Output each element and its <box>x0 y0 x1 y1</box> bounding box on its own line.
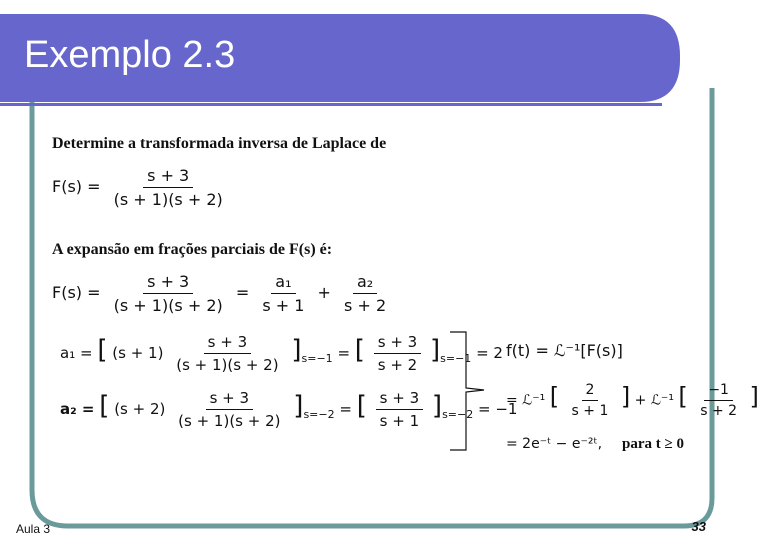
ft-line-1: f(t) = ℒ⁻¹[F(s)] <box>506 341 623 360</box>
ft-frac-2 <box>696 382 741 419</box>
a1-sub: s=−1 <box>301 352 333 365</box>
a2-frac2-den: s + 1 <box>379 412 420 430</box>
expansion-lhs: F(s) = <box>52 283 101 302</box>
a2-result: = −1 <box>478 400 518 418</box>
a1-equation: a₁ = [ (s + 1) $\frac{s + 3}{(s + 1)(s + 2)}$ ]$_{s=-1}$ = [ $\frac{s + 3}{s + 2}$ ]$_{s=-1} = 2$ <box>60 333 503 374</box>
a2-factor: (s + 2) <box>114 400 166 418</box>
F-denominator: (s + 1)(s + 2) <box>113 190 223 209</box>
page-number: 33 <box>691 519 706 534</box>
a2-fraction-2 <box>376 389 423 430</box>
a2-sub-2: s=−2 <box>442 408 474 421</box>
a2-frac-den: (s + 1)(s + 2) <box>178 412 281 430</box>
a1-frac-num: s + 3 <box>204 333 251 354</box>
ft-plus: + ℒ⁻¹ <box>634 392 674 409</box>
F-fraction <box>110 166 227 209</box>
footer-course: Aula 3 <box>16 522 51 536</box>
expansion-denominator: (s + 1)(s + 2) <box>113 296 223 315</box>
a1-frac2-num: s + 3 <box>374 333 421 354</box>
ft-condition: para t ≥ 0 <box>622 436 684 452</box>
expansion-text: A expansão em frações parciais de F(s) é: <box>52 241 333 258</box>
a1-factor: (s + 1) <box>112 344 164 362</box>
F-numerator: s + 3 <box>143 166 193 188</box>
ft-frac2-den: s + 2 <box>700 403 738 419</box>
right-brace <box>420 330 490 454</box>
problem-text: Determine a transformada inversa de Laplace de <box>52 135 387 152</box>
F-lhs: F(s) = <box>52 177 101 196</box>
a2-frac-num: s + 3 <box>206 389 253 410</box>
a1-lhs: a₁ = <box>60 344 93 362</box>
a2-frac2-num: s + 3 <box>376 389 423 410</box>
a1-result: = 2 <box>476 344 503 362</box>
a2-denominator: s + 2 <box>344 296 387 315</box>
expansion-equation: F(s) = $\frac{s + 3}{(s + 1)(s + 2)}$ = $\frac{\text{a₁}}{s + 1}$ + $\frac{\text{a₂}}{s + 2}$ <box>52 272 394 315</box>
a1-numerator: a₁ <box>271 272 295 294</box>
ft-frac1-num: 2 <box>582 382 599 401</box>
ft-eq: = ℒ⁻¹ <box>506 392 546 409</box>
a1-fraction <box>172 333 282 374</box>
a1-denominator: s + 1 <box>262 296 305 315</box>
term-a1 <box>258 272 308 315</box>
a1-frac-den: (s + 1)(s + 2) <box>176 356 279 374</box>
slide-title: Exemplo 2.3 <box>24 34 236 76</box>
ft-frac1-den: s + 1 <box>571 403 609 419</box>
term-a2 <box>340 272 390 315</box>
a2-numerator: a₂ <box>353 272 377 294</box>
a2-sub: s=−2 <box>303 408 335 421</box>
ft-line-3: = 2e⁻ᵗ − e⁻²ᵗ, <box>506 436 603 452</box>
a2-fraction <box>174 389 284 430</box>
a1-fraction-2 <box>374 333 421 374</box>
ft-line-2: = ℒ⁻¹ [ $\frac{2}{s + 1}$ ] + ℒ⁻¹ [ $\frac{-1}{s + 2}$ ] <box>506 382 759 419</box>
a1-sub-2: s=−1 <box>440 352 472 365</box>
a2-lhs: a₂ = <box>60 400 95 418</box>
expansion-numerator: s + 3 <box>143 272 193 294</box>
a2-equation: a₂ = [ (s + 2) $\frac{s + 3}{(s + 1)(s + 2)}$ ]$_{s=-2}$ = [ $\frac{s + 3}{s + 1}$ ]$_{s=-2} = -1$ <box>60 389 518 430</box>
expansion-fraction <box>110 272 227 315</box>
ft-frac-1 <box>568 382 613 419</box>
a1-frac2-den: s + 2 <box>377 356 418 374</box>
ft-frac2-num: −1 <box>704 382 733 401</box>
transfer-function <box>52 166 231 209</box>
